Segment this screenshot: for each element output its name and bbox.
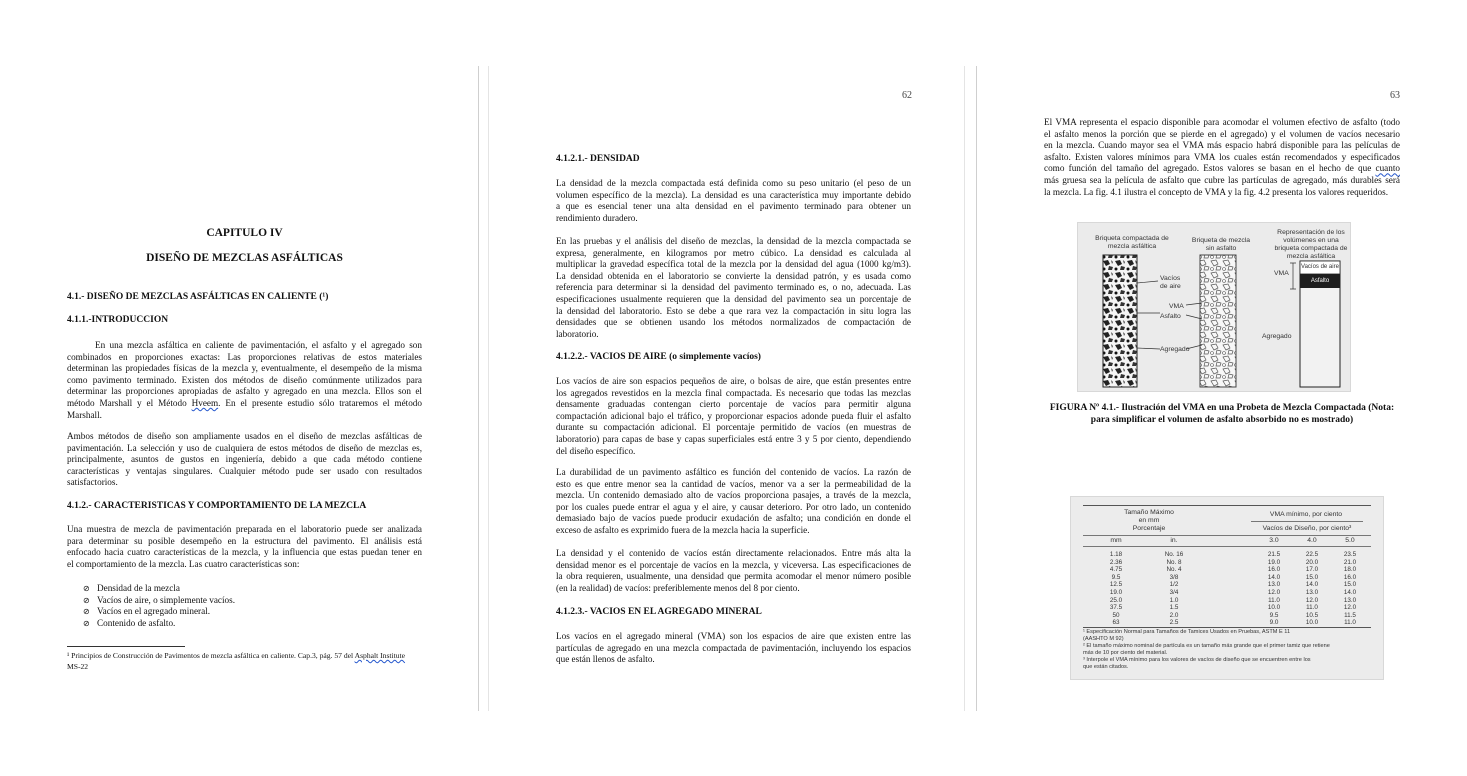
label-briquette-no-asphalt: Briqueta de mezcla sin asfalto bbox=[1191, 237, 1251, 252]
table-cell: 13.0 bbox=[1305, 589, 1319, 596]
page-3 bbox=[977, 0, 1467, 776]
page-1 bbox=[0, 0, 478, 776]
table-cell: 14.0 bbox=[1267, 573, 1281, 581]
paragraph-durability bbox=[556, 467, 911, 537]
label-vma: VMA bbox=[1169, 303, 1184, 310]
table-row bbox=[1083, 589, 1371, 596]
table-note: ¹ Especificación Normal para Tamaños de Tamices Usados en Pruebas, ASTM E 11 bbox=[1083, 629, 1291, 635]
heading-4-1-1: 4.1.1.-INTRODUCCION bbox=[67, 315, 169, 325]
heading-4-1-2-3: 4.1.2.3.- VACIOS EN EL AGREGADO MINERAL bbox=[556, 607, 762, 617]
bullet-icon: ⊘ bbox=[83, 595, 90, 605]
table-cell: 63 bbox=[1112, 619, 1120, 627]
text-line: esto es que entre menor sea la cantidad de vacíos, menor va a ser la permeabilidad de la bbox=[556, 478, 911, 489]
text-line: La densidad de la mezcla compactada está definida como su peso unitario (el peso de un bbox=[556, 178, 911, 188]
table-cell: 4.75 bbox=[1109, 566, 1123, 574]
footnote-text: MS-22 bbox=[67, 661, 89, 671]
table-cell: 9.0 bbox=[1269, 619, 1279, 627]
text-line: densidades que se obtienen usando los métodos normalizados de compactación de bbox=[556, 317, 911, 328]
table-cell: 19.0 bbox=[1109, 589, 1123, 596]
text-line: en la mezcla. Cuando mayor sea el VMA más espacio habrá disponible para las películas de bbox=[1044, 140, 1400, 151]
table-cell: 1.18 bbox=[1109, 551, 1123, 558]
bullet-icon: ⊘ bbox=[83, 607, 90, 617]
table-cell: 18.0 bbox=[1343, 566, 1357, 574]
paragraph-sample bbox=[67, 524, 422, 570]
table-cell: 19.0 bbox=[1267, 558, 1281, 566]
figure-caption bbox=[1037, 402, 1407, 426]
figure-vma-table bbox=[1070, 496, 1384, 680]
text-span: como función del tamaño del agregado. Estos valores se basan en el hecho de que bbox=[1044, 163, 1376, 174]
table-cell: 2.5 bbox=[1169, 619, 1179, 627]
footnote-text: ¹ Principios de Construcción de Pavimentos de mezcla asfáltica en caliente. Cap.3, pág. 57 del bbox=[67, 651, 355, 660]
table-row bbox=[1083, 559, 1371, 566]
table-header-size: Tamaño Máximo en mm Porcentaje bbox=[1124, 509, 1174, 532]
text-line: multiplicar la gravedad específica total de la mezcla por la densidad del agua (1000 kg/m3). bbox=[556, 259, 911, 270]
text-line: a que es esencial tener una alta densidad en el pavimento terminado para obtener un bbox=[556, 201, 911, 212]
page-2 bbox=[489, 0, 964, 776]
text-line: Una muestra de mezcla de pavimentación preparada en el laboratorio puede ser analizada bbox=[67, 524, 422, 534]
table-cell: 12.0 bbox=[1267, 589, 1281, 596]
text-line: densamente graduadas contengan cierto porcentaje de vacíos para permitir alguna bbox=[556, 399, 911, 410]
table-cell: 11.5 bbox=[1344, 611, 1356, 619]
label-aggregate-right: Agregado bbox=[1262, 333, 1292, 340]
label-air-voids: Vacíos de aire bbox=[1160, 275, 1181, 290]
paragraph-intro bbox=[67, 340, 422, 421]
list-item bbox=[67, 583, 235, 595]
paragraph-methods bbox=[67, 431, 422, 489]
table-header-design-voids: Vacíos de Diseño, por ciento³ bbox=[1262, 525, 1352, 532]
table-row bbox=[1083, 604, 1371, 611]
text-line: pavimentación. La selección y uso de cualquiera de estos métodos de diseño de mezclas es, bbox=[67, 442, 422, 453]
table-cell: 1/2 bbox=[1169, 581, 1179, 589]
table-cell: 13.0 bbox=[1267, 581, 1281, 589]
table-cell: 12.5 bbox=[1109, 581, 1123, 589]
table-cell: No. 4 bbox=[1166, 566, 1182, 574]
table-cell: 11.0 bbox=[1306, 604, 1318, 612]
text-line: laboratorio) para capas de base y capas superficiales está entre 3 y 5 por ciento, dependiendo bbox=[556, 433, 911, 444]
text-line bbox=[67, 398, 422, 410]
text-line: satisfactorios. bbox=[67, 477, 118, 488]
table-cell: 3/4 bbox=[1169, 589, 1179, 596]
paragraph-density-calc bbox=[556, 236, 911, 340]
heading-4-1-2-2: 4.1.2.2.- VACIOS DE AIRE (o simplemente vacíos) bbox=[556, 352, 761, 362]
text-line: el comportamiento de la mezcla. Las cuatro características son: bbox=[67, 558, 300, 569]
list-item-text: Contenido de asfalto. bbox=[97, 617, 176, 628]
text-line: exceso de asfalto es exprimido fuera de la mezcla hacia la superficie. bbox=[556, 524, 810, 535]
table-bottom-rule bbox=[1083, 627, 1371, 628]
heading-4-1-2: 4.1.2.- CARACTERISTICAS Y COMPORTAMIENTO DE LA MEZCLA bbox=[67, 501, 367, 511]
table-cell: 2.36 bbox=[1109, 558, 1123, 566]
label-vma-right: VMA bbox=[1274, 270, 1289, 277]
footnote-separator bbox=[67, 646, 185, 647]
table-note: (AASHTO M 92) bbox=[1083, 636, 1124, 642]
table-cell: 9.5 bbox=[1111, 573, 1121, 581]
table-row bbox=[1083, 574, 1371, 581]
text-line bbox=[1044, 163, 1400, 175]
table-row bbox=[1083, 612, 1371, 619]
text-line: expresa, generalmente, en kilogramos por metro cúbico. La densidad es calculada al bbox=[556, 247, 911, 258]
text-line: Ambos métodos de diseño son ampliamente usados en el diseño de mezclas asfálticas de bbox=[67, 431, 422, 441]
label-compacted-briquette: Briqueta compactada de mezcla asfáltica bbox=[1095, 235, 1169, 250]
text-line: la mezcla. La fig. 4.1 ilustra el concepto de VMA y la fig. 4.2 presenta los valores requeridos. bbox=[1044, 186, 1389, 197]
table-header-rule bbox=[1251, 521, 1363, 522]
paragraph-vma bbox=[556, 631, 911, 666]
table-cell: 16.0 bbox=[1267, 566, 1281, 574]
text-line: características y ventajas singulares. Cualquier método pude ser usado con resultados bbox=[67, 465, 422, 476]
table-note: ³ Interpole el VMA mínimo para los valores de vacíos de diseño que se encuentren entre los bbox=[1083, 657, 1311, 663]
table-cell: 10.0 bbox=[1267, 604, 1281, 612]
text-line: densidad menor es el porcentaje de vacíos en la mezcla, y viceversa. Las especificaciones de bbox=[556, 559, 911, 570]
table-cell: 10.5 bbox=[1305, 611, 1319, 619]
text-line: del diseño específico. bbox=[556, 445, 636, 456]
chapter-number: CAPITULO IV bbox=[206, 227, 283, 239]
text-line: para determinar su posible desempeño en la estructura del pavimento. El análisis está bbox=[67, 535, 422, 546]
text-line: combinados en proporciones exactas: Las proporciones relativas de estos materiales bbox=[67, 351, 422, 362]
paragraph-vma-explain bbox=[1044, 117, 1400, 198]
text-line: laboratorio. bbox=[556, 328, 599, 339]
table-note: que están citados. bbox=[1083, 664, 1129, 670]
label-aggregate: Agregado bbox=[1160, 346, 1190, 353]
table-subheader-cell: 3.0 bbox=[1269, 537, 1279, 544]
table-header-vma: VMA mínimo, por ciento bbox=[1269, 511, 1343, 518]
text-line: asfalto. Existen valores mínimos para VMA los cuales están recomendados y especificados bbox=[1044, 151, 1400, 162]
text-line: la obra requieren, usualmente, una densidad que permita acomodar el menor número posible bbox=[556, 571, 911, 582]
table-subheader-cell: mm bbox=[1110, 537, 1122, 544]
page-number: 62 bbox=[902, 90, 912, 101]
table-cell: 9.5 bbox=[1269, 611, 1279, 619]
chapter-title: DISEÑO DE MEZCLAS ASFÁLTICAS bbox=[146, 252, 343, 264]
table-cell: 1.5 bbox=[1169, 604, 1179, 612]
label-volume-representation: Representación de los volúmenes en una briqueta compactada de mezcla asfáltica bbox=[1274, 229, 1348, 260]
table-notes bbox=[1083, 629, 1373, 671]
text-line: En las pruebas y el análisis del diseño de mezclas, la densidad de la mezcla compactada se bbox=[556, 236, 911, 246]
table-row bbox=[1083, 619, 1371, 626]
table-subheader-rule-top bbox=[1083, 535, 1371, 536]
table-cell: 50 bbox=[1112, 611, 1120, 619]
list-item-text: Vacíos en el agregado mineral. bbox=[97, 606, 211, 617]
table-cell: 14.0 bbox=[1305, 581, 1319, 589]
page-gutter-right-inner bbox=[964, 66, 965, 711]
list-item-text: Vacíos de aire, o simplemente vacíos. bbox=[97, 594, 236, 605]
text-line: partículas de agregado en una mezcla compactada de pavimentación, incluyendo los espacios bbox=[556, 642, 911, 653]
spellcheck-word: Hveem bbox=[191, 397, 219, 408]
text-line: El VMA representa el espacio disponible para acomodar el volumen efectivo de asfalto (todo bbox=[1044, 117, 1400, 127]
paragraph-air-voids bbox=[556, 376, 911, 457]
table-cell: 15.0 bbox=[1305, 573, 1319, 581]
text-line: (en la realidad) de vacíos: preferiblemente menos del 8 por ciento. bbox=[556, 582, 800, 593]
text-line: principalmente, asuntos de gustos en ingeniería, debido a que cada método contiene bbox=[67, 454, 422, 465]
text-line: como pavimento terminado. Existen dos métodos de diseño comúnmente utilizados para bbox=[67, 374, 422, 385]
bullet-icon: ⊘ bbox=[83, 584, 90, 593]
text-line: rendimiento duradero. bbox=[556, 212, 638, 223]
text-line: los agregados revestidos en la mezcla final compactada. Es necesario que todas las mezclas bbox=[556, 387, 911, 398]
caption-line: para simplificar el volumen de asfalto absorbido no es mostrado) bbox=[1090, 415, 1354, 425]
text-line: La densidad y el contenido de vacíos están directamente relacionados. Entre más alta la bbox=[556, 548, 911, 558]
table-cell: No. 8 bbox=[1166, 558, 1182, 566]
text-line: el asfalto menos la porción que se pierde en el agregado) y el volumen de vacíos necesario bbox=[1044, 128, 1400, 139]
text-line: demasiado bajo de vacíos puede producir exudación de asfalto; una condición en donde el bbox=[556, 513, 911, 524]
text-span: método Marshall y el Método bbox=[67, 397, 192, 408]
page-number: 63 bbox=[1390, 90, 1400, 101]
table-row bbox=[1083, 597, 1371, 604]
spellcheck-word: cuanto bbox=[1375, 163, 1400, 174]
table-cell: 11.0 bbox=[1268, 596, 1280, 604]
text-line: compactación adicional bajo el tráfico, y proporcionar espacios adonde pueda fluir el asfalto bbox=[556, 410, 911, 421]
page-gutter-left bbox=[478, 66, 479, 711]
table-cell: 12.0 bbox=[1343, 604, 1357, 612]
text-line: La durabilidad de un pavimento asfáltico es función del contenido de vacíos. La razón de bbox=[556, 467, 911, 477]
text-line: la densidad del laboratorio. Esto se debe a que rara vez la compactación in situ logra las bbox=[556, 305, 911, 316]
table-cell: 1.0 bbox=[1169, 596, 1179, 604]
text-line: especificaciones usualmente requieren que la densidad del pavimento sea un porcentaje de bbox=[556, 293, 911, 304]
caption-line: FIGURA Nº 4.1.- Ilustración del VMA en una Probeta de Mezcla Compactada (Nota: bbox=[1049, 403, 1395, 413]
table-subheader-cell: 4.0 bbox=[1307, 537, 1317, 544]
table-subheader bbox=[1083, 537, 1371, 546]
paragraph-density-def bbox=[556, 178, 911, 224]
text-line: mezcla. Un contenido demasiado alto de vacíos proporciona pasajes, a través de la mezcla, bbox=[556, 490, 911, 501]
spellcheck-word: Asphalt Institute bbox=[354, 651, 406, 660]
table-cell: 37.5 bbox=[1109, 604, 1123, 612]
text-line: que están llenos de asfalto. bbox=[556, 654, 655, 665]
text-line: Marshall. bbox=[67, 409, 102, 420]
text-line: La densidad obtenida en el laboratorio se convierte la densidad patrón, y es usada como bbox=[556, 270, 911, 281]
list-item bbox=[67, 618, 235, 630]
table-cell: No. 16 bbox=[1164, 551, 1184, 558]
text-line: Los vacíos de aire son espacios pequeños de aire, o bolsas de aire, que están presentes entre bbox=[556, 376, 911, 386]
footnote bbox=[67, 651, 437, 672]
table-cell: 11.0 bbox=[1344, 619, 1356, 627]
table-row bbox=[1083, 551, 1371, 558]
text-line: En una mezcla asfáltica en caliente de pavimentación, el asfalto y el agregado son bbox=[95, 340, 422, 350]
table-subheader-cell: in. bbox=[1170, 537, 1178, 544]
table-cell: 20.0 bbox=[1305, 558, 1319, 566]
table-cell: 3/8 bbox=[1169, 573, 1179, 581]
bullet-icon: ⊘ bbox=[83, 618, 90, 628]
table-cell: 14.0 bbox=[1343, 589, 1357, 596]
characteristics-list bbox=[67, 583, 235, 629]
table-row bbox=[1083, 566, 1371, 573]
table-subheader-rule-bottom bbox=[1083, 546, 1371, 547]
table-cell: 17.0 bbox=[1305, 566, 1319, 574]
table-row bbox=[1083, 581, 1371, 588]
box-air-voids: Vacíos de aire bbox=[1301, 264, 1339, 270]
table-top-rule bbox=[1083, 505, 1371, 506]
table-cell: 15.0 bbox=[1343, 581, 1357, 589]
heading-4-1: 4.1.- DISEÑO DE MEZCLAS ASFÁLTICAS EN CALIENTE (¹) bbox=[67, 292, 329, 302]
table-cell: 23.5 bbox=[1343, 551, 1357, 558]
list-item bbox=[67, 595, 235, 607]
figure-vma-illustration bbox=[1077, 222, 1351, 392]
paragraph-density-voids bbox=[556, 548, 911, 594]
text-line: Los vacíos en el agregado mineral (VMA) son los espacios de aire que existen entre las bbox=[556, 631, 911, 641]
list-item-text: Densidad de la mezcla bbox=[97, 583, 180, 593]
heading-4-1-2-1: 4.1.2.1.- DENSIDAD bbox=[556, 154, 640, 164]
table-note: más de 10 por ciento del material. bbox=[1083, 650, 1168, 656]
label-asphalt: Asfalto bbox=[1160, 313, 1181, 320]
text-line: referencia para determinar si la densidad del pavimento terminado es, o no, adecuada. Las bbox=[556, 282, 911, 293]
table-cell: 21.5 bbox=[1267, 551, 1281, 558]
list-item bbox=[67, 606, 235, 618]
table-note: ² El tamaño máximo nominal de partícula es un tamaño más grande que el primer tamiz que retiene bbox=[1083, 643, 1330, 649]
table-cell: 22.5 bbox=[1305, 551, 1319, 558]
table-cell: 13.0 bbox=[1343, 596, 1357, 604]
text-line: determinan las propiedades físicas de la mezcla y, eventualmente, el desempeño de la misma bbox=[67, 363, 422, 374]
text-line: por los cuales puede entrar el agua y el aire, y causar deterioro. Por otro lado, un contenido bbox=[556, 501, 911, 512]
table-cell: 16.0 bbox=[1343, 573, 1357, 581]
text-line: volumen específico de la mezcla). La densidad es una característica muy importante debido bbox=[556, 189, 911, 200]
text-line: durante su compactación adicional. El porcentaje permitido de vacíos (en muestras de bbox=[556, 422, 911, 433]
table-cell: 12.0 bbox=[1305, 596, 1319, 604]
table-body bbox=[1083, 551, 1371, 631]
table-cell: 25.0 bbox=[1109, 596, 1123, 604]
table-subheader-cell: 5.0 bbox=[1345, 537, 1355, 544]
text-line: determinar las proporciones apropiadas de asfalto y agregado en una mezcla. Ellos son el bbox=[67, 386, 422, 397]
text-line: enfocado hacia cuatro características de la mezcla, y la influencia que estas puedan tener en bbox=[67, 547, 422, 558]
text-span: . En el presente estudio sólo trataremos el método bbox=[218, 397, 422, 408]
table-cell: 21.0 bbox=[1343, 558, 1357, 566]
table-cell: 10.0 bbox=[1305, 619, 1319, 627]
box-asphalt: Asfalto bbox=[1310, 278, 1330, 284]
table-cell: 2.0 bbox=[1169, 611, 1179, 619]
text-line: más gruesa sea la película de asfalto que cubre las partículas de agregado, más durables será bbox=[1044, 174, 1400, 185]
